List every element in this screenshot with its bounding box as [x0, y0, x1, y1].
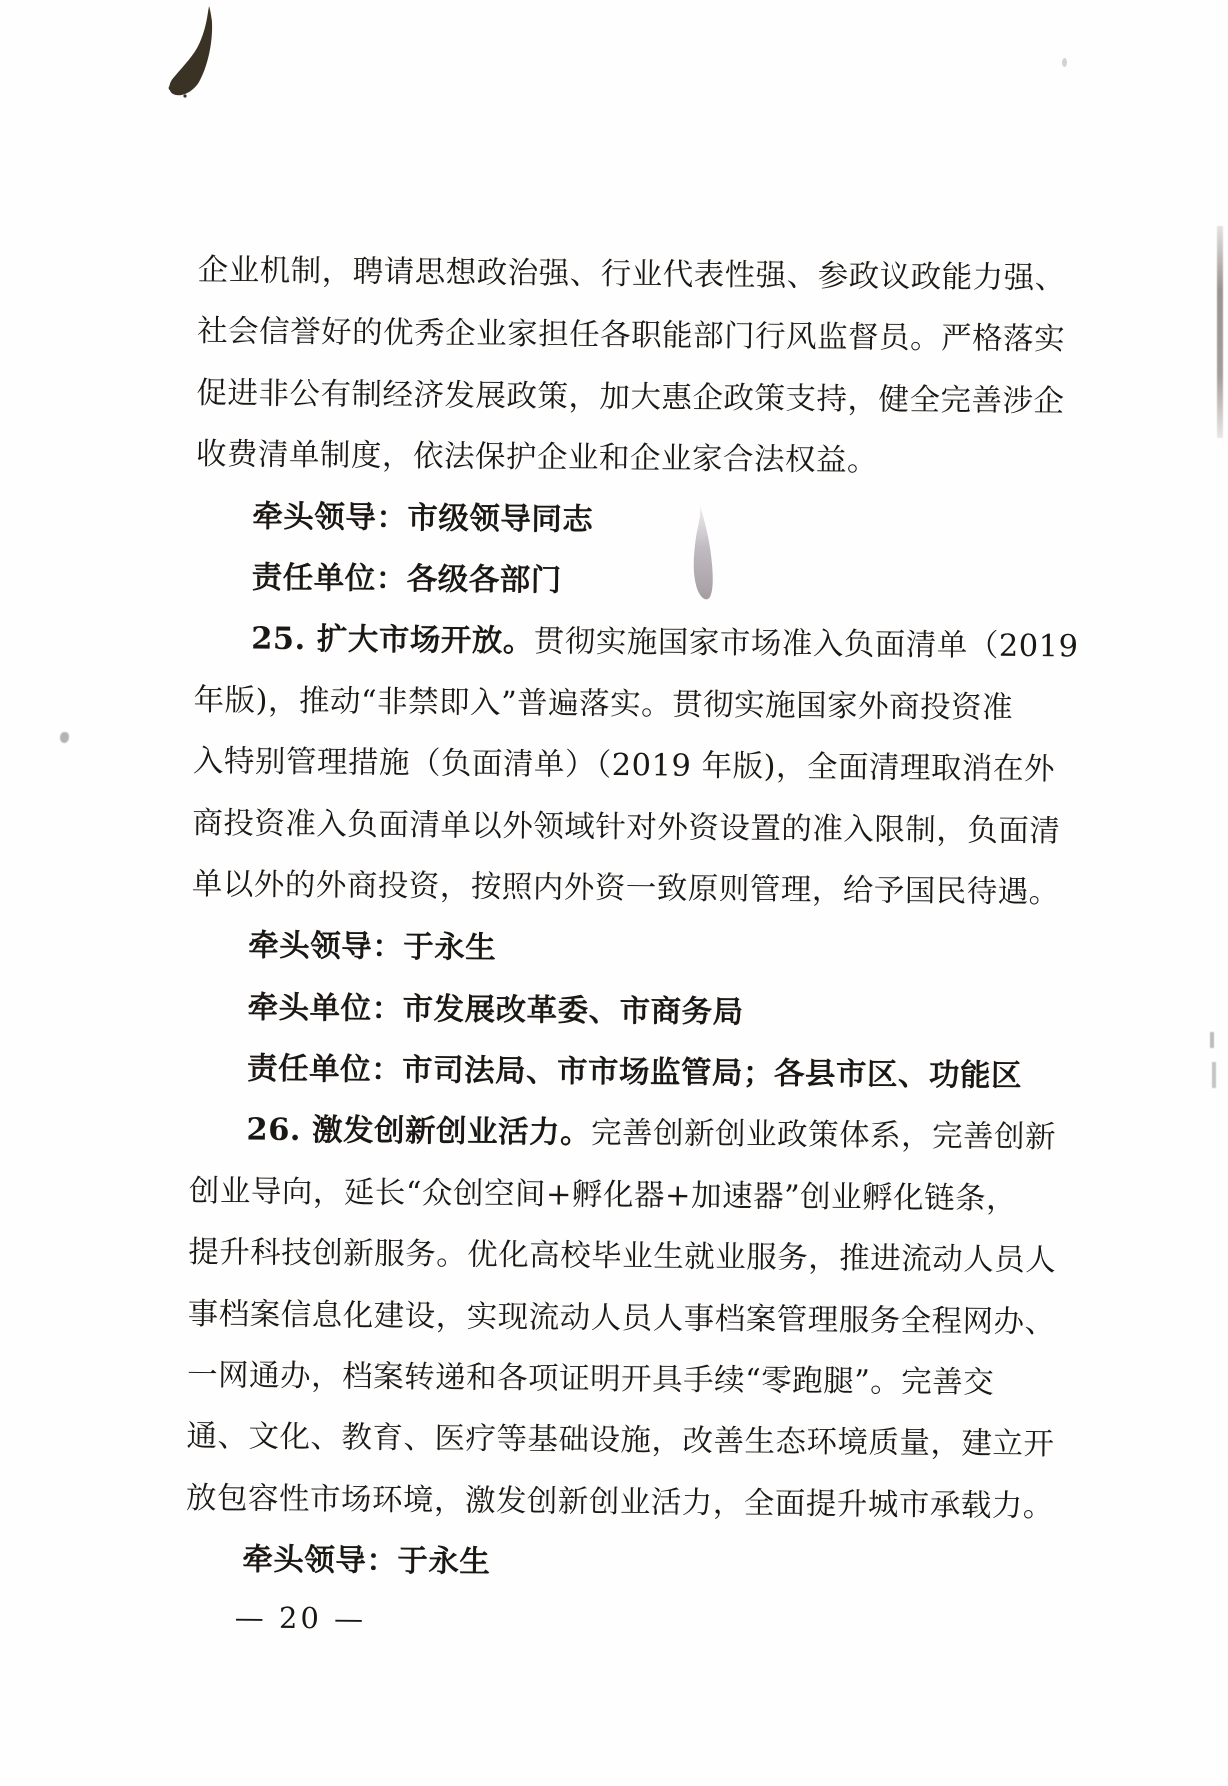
page-number: — 20 — [234, 1600, 367, 1636]
text-line: 单以外的外商投资，按照内外资一致原则管理，给予国民待遇。 [191, 866, 1060, 911]
ink-blot-stain [163, 4, 229, 99]
lead-line: 牵头单位：市发展改革委、市商务局 [247, 989, 744, 1030]
text-line: 创业导向，延长“众创空间+孵化器+加速器”创业孵化链条， [188, 1173, 1018, 1217]
text-block [184, 240, 1079, 1654]
ink-blot-shape [169, 6, 212, 95]
lead-line: 责任单位：市司法局、市市场监管局；各县市区、功能区 [246, 1050, 1023, 1095]
text-line: 企业机制，聘请思想政治强、行业代表性强、参政议政能力强、 [197, 252, 1066, 297]
lead-line: 牵头领导：于永生 [242, 1541, 491, 1581]
item-start-line: 26. 激发创新创业活力。完善创新创业政策体系，完善创新 [246, 1111, 1057, 1156]
lead-line: 牵头领导：市级领导同志 [252, 498, 594, 538]
text-line: 年版)，推动“非禁即入”普遍落实。贯彻实施国家外商投资准 [193, 682, 1014, 726]
text-line: 放包容性市场环境，激发创新创业活力，全面提升城市承载力。 [185, 1480, 1055, 1525]
scan-edge-artifact [1217, 226, 1223, 438]
text-line: 一网通办，档案转递和各项证明开具手续“零跑腿”。完善交 [186, 1357, 995, 1401]
ink-splatter-dot [169, 86, 174, 91]
text-line: 通、文化、教育、医疗等基础设施，改善生态环境质量，建立开 [186, 1419, 1055, 1463]
lead-line: 责任单位：各级各部门 [251, 559, 562, 599]
text-line: 入特别管理措施（负面清单）（2019 年版)，全面清理取消在外 [192, 744, 1056, 788]
text-line: 事档案信息化建设，实现流动人员人事档案管理服务全程网办、 [187, 1296, 1056, 1340]
text-line: 收费清单制度，依法保护企业和企业家合法权益。 [195, 437, 879, 479]
scan-speck [60, 732, 69, 743]
scan-edge-artifact [1212, 1062, 1216, 1088]
item-start-line: 25. 扩大市场开放。贯彻实施国家市场准入负面清单（2019 [251, 620, 1079, 665]
lead-line: 牵头领导：于永生 [248, 927, 497, 967]
scan-speck [1062, 58, 1067, 67]
scan-edge-artifact [1210, 1032, 1214, 1048]
text-line: 商投资准入负面清单以外领域针对外资设置的准入限制，负面清 [192, 805, 1061, 849]
text-line: 促进非公有制经济发展政策，加大惠企政策支持，健全完善涉企 [196, 375, 1065, 420]
ink-splatter-dot [183, 94, 186, 97]
text-line: 社会信誉好的优秀企业家担任各职能部门行风监督员。严格落实 [196, 314, 1066, 358]
text-line: 提升科技创新服务。优化高校毕业生就业服务，推进流动人员人 [188, 1235, 1057, 1279]
